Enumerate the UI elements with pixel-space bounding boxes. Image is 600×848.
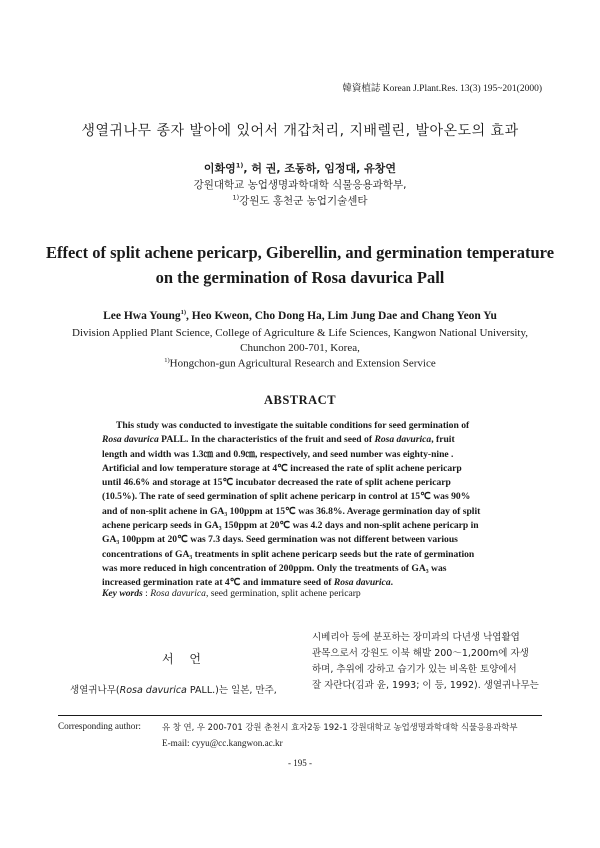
korean-affiliation-1: 강원대학교 농업생명과학대학 식물응용과학부, (193, 179, 407, 191)
intro-species-name: Rosa davurica (119, 685, 187, 696)
english-title-line-1: Effect of split achene pericarp, Giberellin, and germination temperature (45, 243, 555, 262)
abstract-text: until 46.6% and storage at 15℃ incubator decreased the rate of split achene pericarp (102, 477, 451, 489)
abstract-line (102, 433, 524, 447)
abstract-text: and of non-split achene in GA₃ 100ppm at 15℃ was 36.8%. Average germination day of split (102, 505, 481, 517)
keywords-label: Key words (102, 588, 143, 599)
english-author-rest: , Heo Kweon, Cho Dong Ha, Lim Jung Dae and Chang Yeon Yu (186, 309, 497, 322)
abstract-text: PALL. In the characteristics of the fruit and seed of (158, 434, 375, 446)
journal-reference: 韓資植誌 Korean J.Plant.Res. 13(3) 195~201(2000) (342, 84, 542, 94)
intro-text: 생열귀나무( (70, 685, 120, 696)
english-affiliation-1: Division Applied Plant Science, College of Agriculture & Life Sciences, Kangwon National University, (72, 327, 528, 339)
english-title (30, 240, 570, 290)
abstract-line (102, 448, 524, 462)
abstract-body (102, 419, 524, 591)
abstract-heading: ABSTRACT (263, 393, 337, 407)
footnote-divider (58, 715, 542, 716)
abstract-species-name: Rosa davurica (333, 577, 391, 589)
intro-left-column (70, 682, 277, 696)
keywords-species: Rosa davurica (150, 588, 206, 599)
abstract-text: achene pericarp seeds in GA₃ 150ppm at 20℃ was 4.2 days and non-split achene pericarp in (102, 520, 479, 532)
korean-author-rest: , 허 권, 조동하, 임정대, 유창연 (243, 162, 397, 175)
abstract-text: length and width was 1.3㎝ and 0.9㎝, respectively, and seed number was eighty-nine . (102, 448, 454, 460)
keywords-separator: : (142, 588, 151, 599)
abstract-text: concentrations of GA₃ treatments in split achene pericarp seeds but the rate of germination (102, 548, 475, 560)
abstract-line (102, 533, 524, 547)
intro-text: PALL.)는 일본, 만주, (186, 685, 277, 696)
corresponding-author-email: E-mail: cyyu@cc.kangwon.ac.kr (162, 738, 283, 748)
keywords (102, 588, 361, 599)
english-authors (0, 309, 600, 322)
abstract-text: increased germination rate at 4℃ and immature seed of (102, 577, 334, 589)
english-author-sup: 1) (180, 309, 187, 316)
corresponding-author-address: 유 창 연, 우 200-701 강원 춘천시 효자2동 192-1 강원대학교 농업생명과학대학 식물응용과학부 (162, 722, 518, 732)
abstract-line (102, 519, 524, 533)
abstract-text: This study was conducted to investigate the suitable conditions for seed germination of (116, 420, 470, 431)
korean-affiliation-sup: 1) (232, 193, 240, 202)
abstract-line (102, 562, 524, 576)
english-author-first: Lee Hwa Young (103, 309, 181, 322)
abstract-line (102, 490, 524, 504)
korean-authors (0, 160, 600, 176)
abstract-species-name: Rosa davurica (374, 434, 432, 446)
corresponding-author-label: Corresponding author: (58, 721, 141, 731)
intro-right-column (312, 630, 550, 694)
keywords-rest: , seed germination, split achene pericarp (205, 588, 361, 599)
abstract-species-name: Rosa davurica (102, 434, 159, 446)
abstract-text: . (390, 577, 394, 589)
intro-line: 시베리아 등에 분포하는 장미과의 다년생 낙엽활엽 (312, 632, 520, 643)
english-affiliation-3 (0, 357, 600, 370)
korean-affiliation-2 (0, 193, 600, 208)
intro-line: 잘 자란다(김과 윤, 1993; 이 등, 1992). 생열귀나무는 (312, 680, 539, 691)
korean-affiliation-2-text: 강원도 홍천군 농업기술센타 (239, 195, 368, 207)
abstract-text: , fruit (431, 434, 455, 446)
english-affiliation-2: Chunchon 200-701, Korea, (240, 342, 360, 354)
english-affiliation-3-text: Hongchon-gun Agricultural Research and Extension Service (169, 357, 436, 370)
abstract-line (102, 548, 524, 562)
intro-heading: 서 언 (162, 652, 207, 666)
abstract-text: Artificial and low temperature storage at 4℃ increased the rate of split achene pericarp (102, 462, 462, 474)
abstract-line (102, 505, 524, 519)
intro-line: 하며, 추위에 강하고 습기가 있는 비옥한 토양에서 (312, 664, 517, 675)
korean-author-first: 이화영 (203, 162, 236, 175)
intro-line: 관목으로서 강원도 이북 해발 200～1,200m에 자생 (312, 648, 529, 659)
korean-title: 생열귀나무 종자 발아에 있어서 개갑처리, 지배렐린, 발아온도의 효과 (81, 123, 519, 139)
abstract-text: (10.5%). The rate of seed germination of split achene pericarp in control at 15℃ was 90% (102, 491, 471, 503)
abstract-line (102, 462, 524, 476)
abstract-line (102, 476, 524, 490)
korean-author-sup: 1) (235, 161, 244, 170)
english-affiliation-sup: 1) (164, 357, 170, 364)
page-number: - 195 - (288, 758, 312, 768)
english-title-line-2: on the germination of Rosa davurica Pall (155, 268, 445, 287)
abstract-text: GA₃ 100ppm at 20℃ was 7.3 days. Seed germination was not different between various (102, 534, 458, 546)
abstract-text: was more reduced in high concentration of 200ppm. Only the treatments of GA₃ was (102, 562, 447, 574)
abstract-line (102, 419, 524, 433)
